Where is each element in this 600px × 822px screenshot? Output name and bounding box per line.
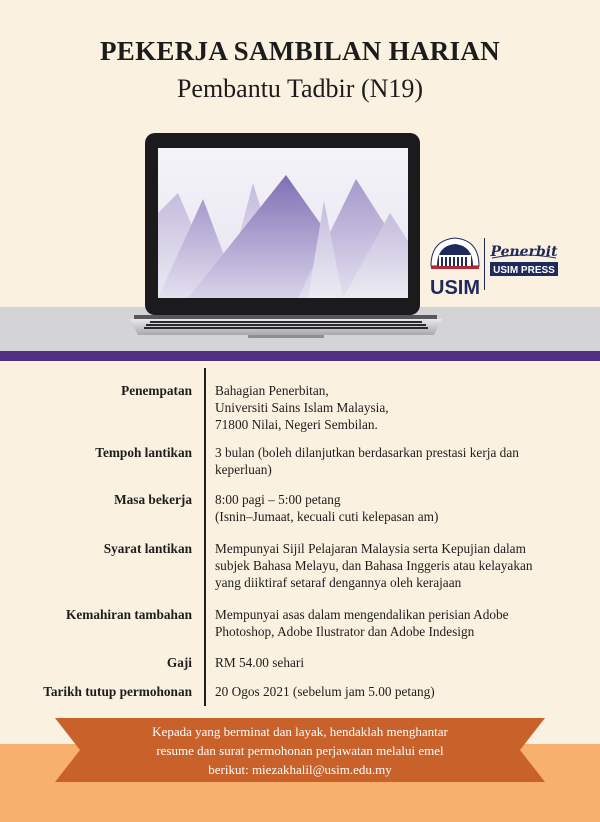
svg-text:Penerbit: Penerbit [490,244,558,260]
detail-value: Mempunyai asas dalam mengendalikan perisian Adobe Photoshop, Adobe Ilustrator dan Adobe Indesign [215,607,509,639]
detail-label: Syarat lantikan [103,541,192,556]
svg-text:USIM: USIM [430,277,480,298]
detail-value: Mempunyai Sijil Pelajaran Malaysia serta Kepujian dalam subjek Bahasa Melayu, dan Bahasa Inggeris atau kelayakan yang diiktiraf setaraf dengannya oleh kerajaan [215,541,533,590]
poster-title: PEKERJA SAMBILAN HARIAN [100,36,500,66]
usim-logo [430,238,480,298]
detail-label: Tarikh tutup permohonan [43,684,192,699]
purple-band [0,351,600,361]
detail-value: Bahagian Penerbitan, Universiti Sains Islam Malaysia, 71800 Nilai, Negeri Sembilan. [215,383,389,432]
detail-label: Penempatan [121,383,192,398]
footer-instructions: Kepada yang berminat dan layak, hendaklah menghantar resume dan surat permohonan perjawatan melalui emel berikut: miezakhalil@usim.edu.my [152,724,448,777]
penerbit-logo [489,244,558,276]
details-divider [204,368,206,706]
detail-label: Tempoh lantikan [95,445,192,460]
detail-label: Kemahiran tambahan [66,607,192,622]
detail-label: Gaji [166,655,192,670]
laptop-illustration [128,131,444,343]
detail-value: 8:00 pagi – 5:00 petang (Isnin–Jumaat, kecuali cuti kelepasan am) [215,492,439,524]
detail-value: RM 54.00 sehari [215,655,305,670]
logos-area [428,234,564,298]
detail-label: Masa bekerja [114,492,192,507]
logo-divider [484,238,485,290]
detail-value: 3 bulan (boleh dilanjutkan berdasarkan prestasi kerja dan keperluan) [215,445,519,477]
svg-text:USIM PRESS: USIM PRESS [493,265,555,276]
detail-value: 20 Ogos 2021 (sebelum jam 5.00 petang) [215,684,435,699]
poster-subtitle: Pembantu Tadbir (N19) [176,74,424,103]
